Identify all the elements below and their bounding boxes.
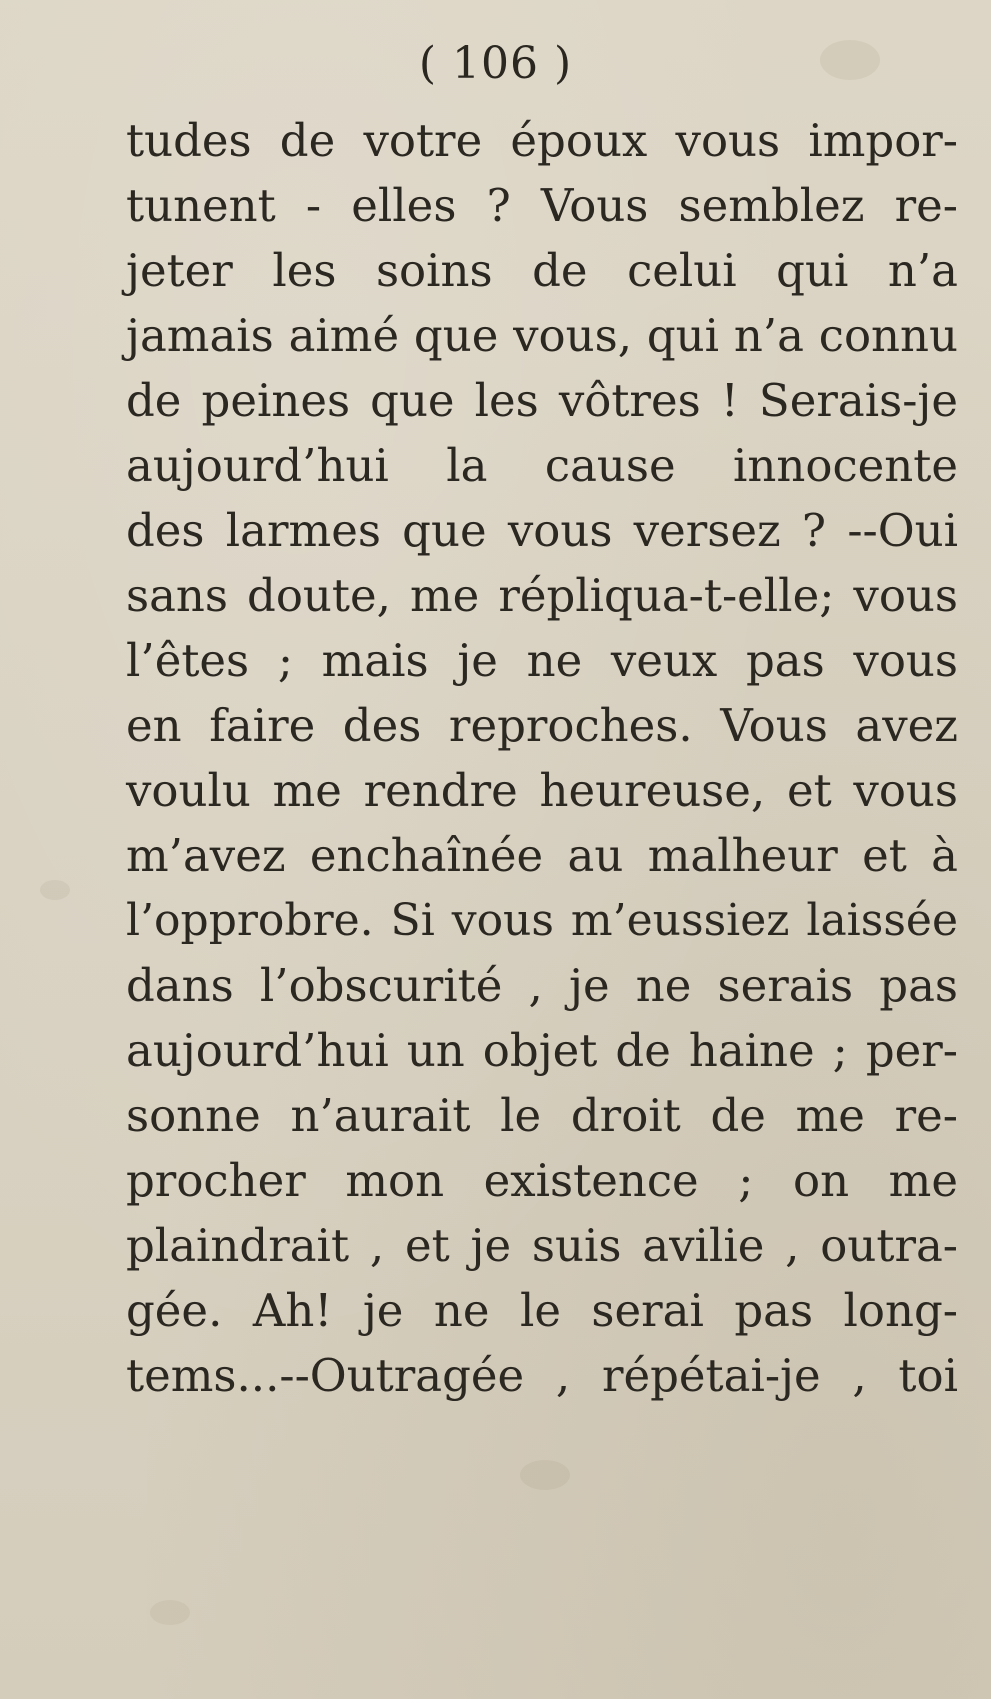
text-line: jeter les soins de celui qui n’a	[126, 244, 958, 297]
text-line: sonne n’aurait le droit de me re-	[126, 1089, 958, 1142]
page-number: ( 106 )	[418, 38, 573, 89]
text-line: procher mon existence ; on me	[126, 1154, 958, 1207]
text-line: l’opprobre. Si vous m’eussiez laissée	[126, 895, 958, 946]
paper-stain	[150, 1600, 190, 1625]
text-line: m’avez enchaînée au malheur et à	[126, 829, 958, 882]
paper-stain	[520, 1460, 570, 1490]
body-text	[126, 108, 958, 1408]
text-line: dans l’obscurité , je ne serais pas	[126, 959, 958, 1012]
text-line: en faire des reproches. Vous avez	[126, 699, 958, 752]
text-line: sans doute, me répliqua-t-elle; vous	[126, 569, 958, 622]
text-line: tems...--Outragée , répétai-je , toi	[126, 1349, 958, 1402]
text-line: tudes de votre époux vous impor-	[126, 114, 958, 167]
paper-stain	[40, 880, 70, 900]
text-line: voulu me rendre heureuse, et vous	[126, 764, 958, 817]
text-line: de peines que les vôtres ! Serais-je	[126, 374, 958, 427]
text-line: aujourd’hui la cause innocente	[126, 439, 958, 492]
text-line: plaindrait , et je suis avilie , outra-	[126, 1219, 958, 1272]
text-line: aujourd’hui un objet de haine ; per-	[126, 1024, 958, 1077]
text-line: tunent - elles ? Vous semblez re-	[126, 179, 958, 232]
text-line: jamais aimé que vous, qui n’a connu	[126, 309, 958, 362]
text-line: des larmes que vous versez ? --Oui	[126, 504, 958, 557]
text-line: l’êtes ; mais je ne veux pas vous	[126, 634, 958, 687]
text-line: gée. Ah! je ne le serai pas long-	[126, 1284, 958, 1337]
